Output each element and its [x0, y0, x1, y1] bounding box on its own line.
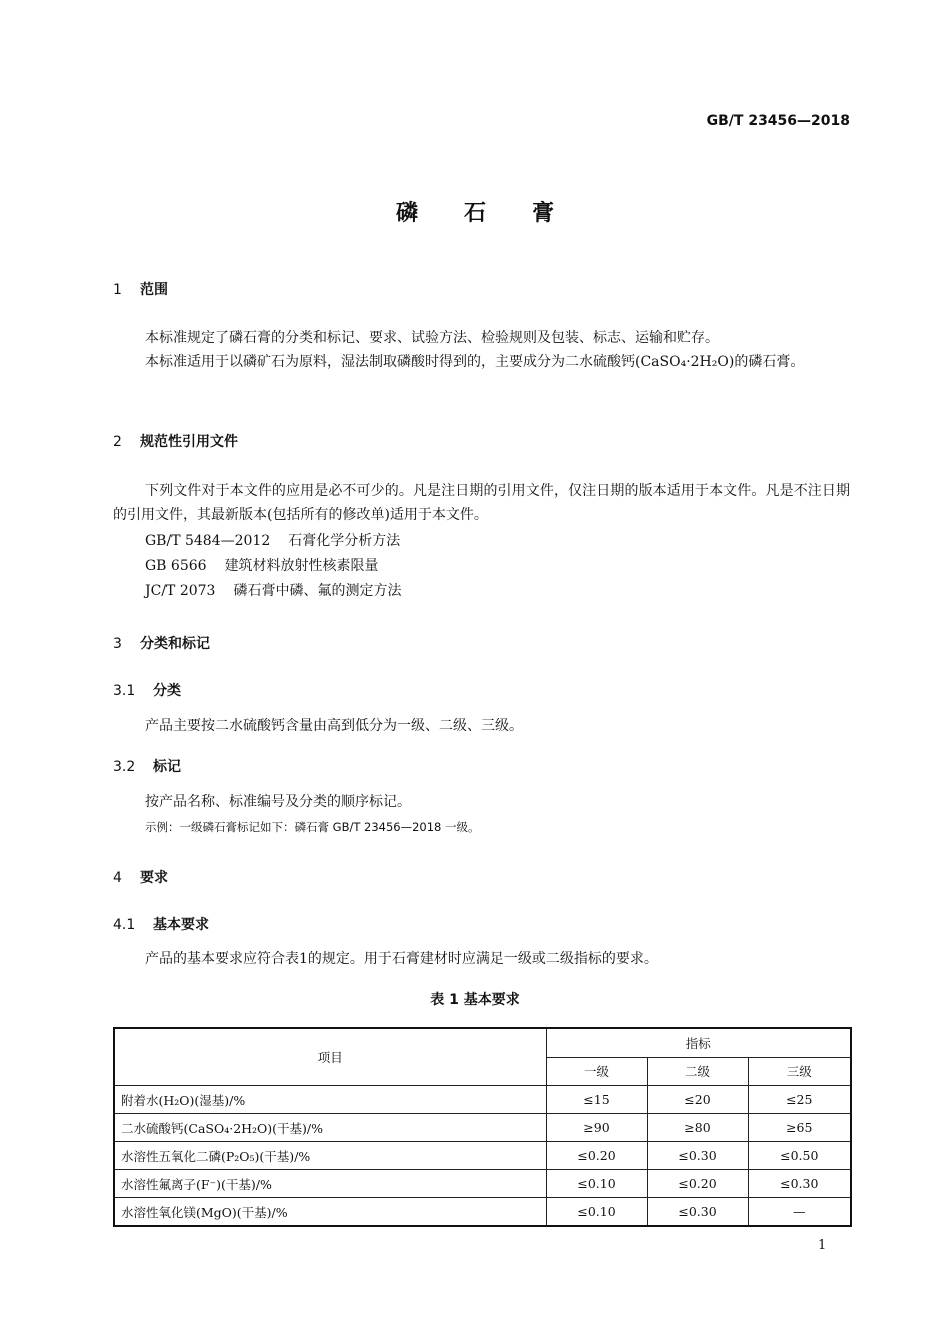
reference-item: [145, 554, 379, 578]
section-title: 标记: [153, 759, 181, 775]
row-item: 二水硫酸钙(CaSO₄·2H₂O)(干基)/%: [114, 1114, 546, 1142]
section-title: 要求: [140, 870, 168, 886]
reference-name: 建筑材料放射性核素限量: [224, 558, 379, 574]
cell-value: ≤15: [546, 1086, 647, 1114]
section-title: 基本要求: [153, 917, 209, 933]
subsection-4-1-heading: [113, 914, 209, 934]
header-indicator: 指标: [546, 1028, 851, 1057]
reference-item: [145, 579, 401, 603]
section-number: 4.1: [113, 917, 136, 933]
section-title: 规范性引用文件: [140, 434, 238, 450]
paragraph: 本标准规定了磷石膏的分类和标记、要求、试验方法、检验规则及包装、标志、运输和贮存。: [145, 330, 719, 346]
paragraph: 本标准适用于以磷矿石为原料，湿法制取磷酸时得到的，主要成分为二水硫酸钙(CaSO₄·2H₂O)的磷石膏。: [145, 354, 805, 370]
table-row: [114, 1198, 851, 1227]
section-1-heading: [113, 279, 168, 299]
row-item: 附着水(H₂O)(湿基)/%: [114, 1086, 546, 1114]
cell-value: ≤0.30: [748, 1170, 851, 1198]
document-title: 磷石膏: [395, 201, 600, 226]
section-number: 1: [113, 282, 122, 298]
example-note: 示例：一级磷石膏标记如下：磷石膏 GB/T 23456—2018 一级。: [145, 820, 480, 834]
reference-code: JC/T 2073: [145, 583, 216, 599]
page-number: 1: [818, 1238, 827, 1253]
header-grade: 二级: [647, 1057, 748, 1086]
table-title: 表 1 基本要求: [430, 992, 520, 1008]
section-number: 3: [113, 636, 122, 652]
section-title: 范围: [140, 282, 168, 298]
table-row: [114, 1170, 851, 1198]
header-grade: 一级: [546, 1057, 647, 1086]
reference-name: 磷石膏中磷、氟的测定方法: [233, 583, 402, 599]
cell-value: ≤0.30: [647, 1198, 748, 1227]
cell-value: ≤0.30: [647, 1142, 748, 1170]
section-3-heading: [113, 633, 210, 653]
cell-value: ≤20: [647, 1086, 748, 1114]
section-title: 分类: [153, 683, 181, 699]
section-number: 2: [113, 434, 122, 450]
reference-code: GB 6566: [145, 558, 207, 574]
table-header-row: [114, 1028, 851, 1057]
reference-name: 石膏化学分析方法: [288, 533, 401, 549]
section-2-heading: [113, 431, 238, 451]
subsection-3-2-heading: [113, 756, 181, 776]
table-row: [114, 1086, 851, 1114]
row-item: 水溶性五氧化二磷(P₂O₅)(干基)/%: [114, 1142, 546, 1170]
section-number: 3.1: [113, 683, 136, 699]
reference-code: GB/T 5484—2012: [145, 533, 271, 549]
section-4-heading: [113, 867, 168, 887]
section-title: 分类和标记: [140, 636, 210, 652]
row-item: 水溶性氟离子(F⁻)(干基)/%: [114, 1170, 546, 1198]
cell-value: ≤25: [748, 1086, 851, 1114]
cell-value: ≤0.20: [546, 1142, 647, 1170]
table-row: [114, 1142, 851, 1170]
cell-value: ≥90: [546, 1114, 647, 1142]
requirements-table: [113, 1027, 852, 1227]
reference-item: [145, 529, 400, 553]
subsection-3-1-heading: [113, 680, 181, 700]
paragraph: 产品的基本要求应符合表1的规定。用于石膏建材时应满足一级或二级指标的要求。: [145, 951, 658, 967]
cell-value: ≤0.50: [748, 1142, 851, 1170]
cell-value: ≥80: [647, 1114, 748, 1142]
paragraph: 产品主要按二水硫酸钙含量由高到低分为一级、二级、三级。: [145, 718, 523, 734]
cell-value: ≥65: [748, 1114, 851, 1142]
row-item: 水溶性氧化镁(MgO)(干基)/%: [114, 1198, 546, 1227]
cell-value: ≤0.10: [546, 1198, 647, 1227]
cell-value: —: [748, 1198, 851, 1227]
standard-code: GB/T 23456—2018: [706, 113, 850, 129]
table-row: [114, 1114, 851, 1142]
paragraph: 按产品名称、标准编号及分类的顺序标记。: [145, 794, 411, 810]
header-grade: 三级: [748, 1057, 851, 1086]
section-number: 3.2: [113, 759, 136, 775]
section-number: 4: [113, 870, 122, 886]
cell-value: ≤0.20: [647, 1170, 748, 1198]
header-item: 项目: [114, 1028, 546, 1086]
paragraph: 下列文件对于本文件的应用是必不可少的。凡是注日期的引用文件，仅注日期的版本适用于本文件。凡是不注日期的引用文件，其最新版本(包括所有的修改单)适用于本文件。: [113, 483, 850, 523]
cell-value: ≤0.10: [546, 1170, 647, 1198]
